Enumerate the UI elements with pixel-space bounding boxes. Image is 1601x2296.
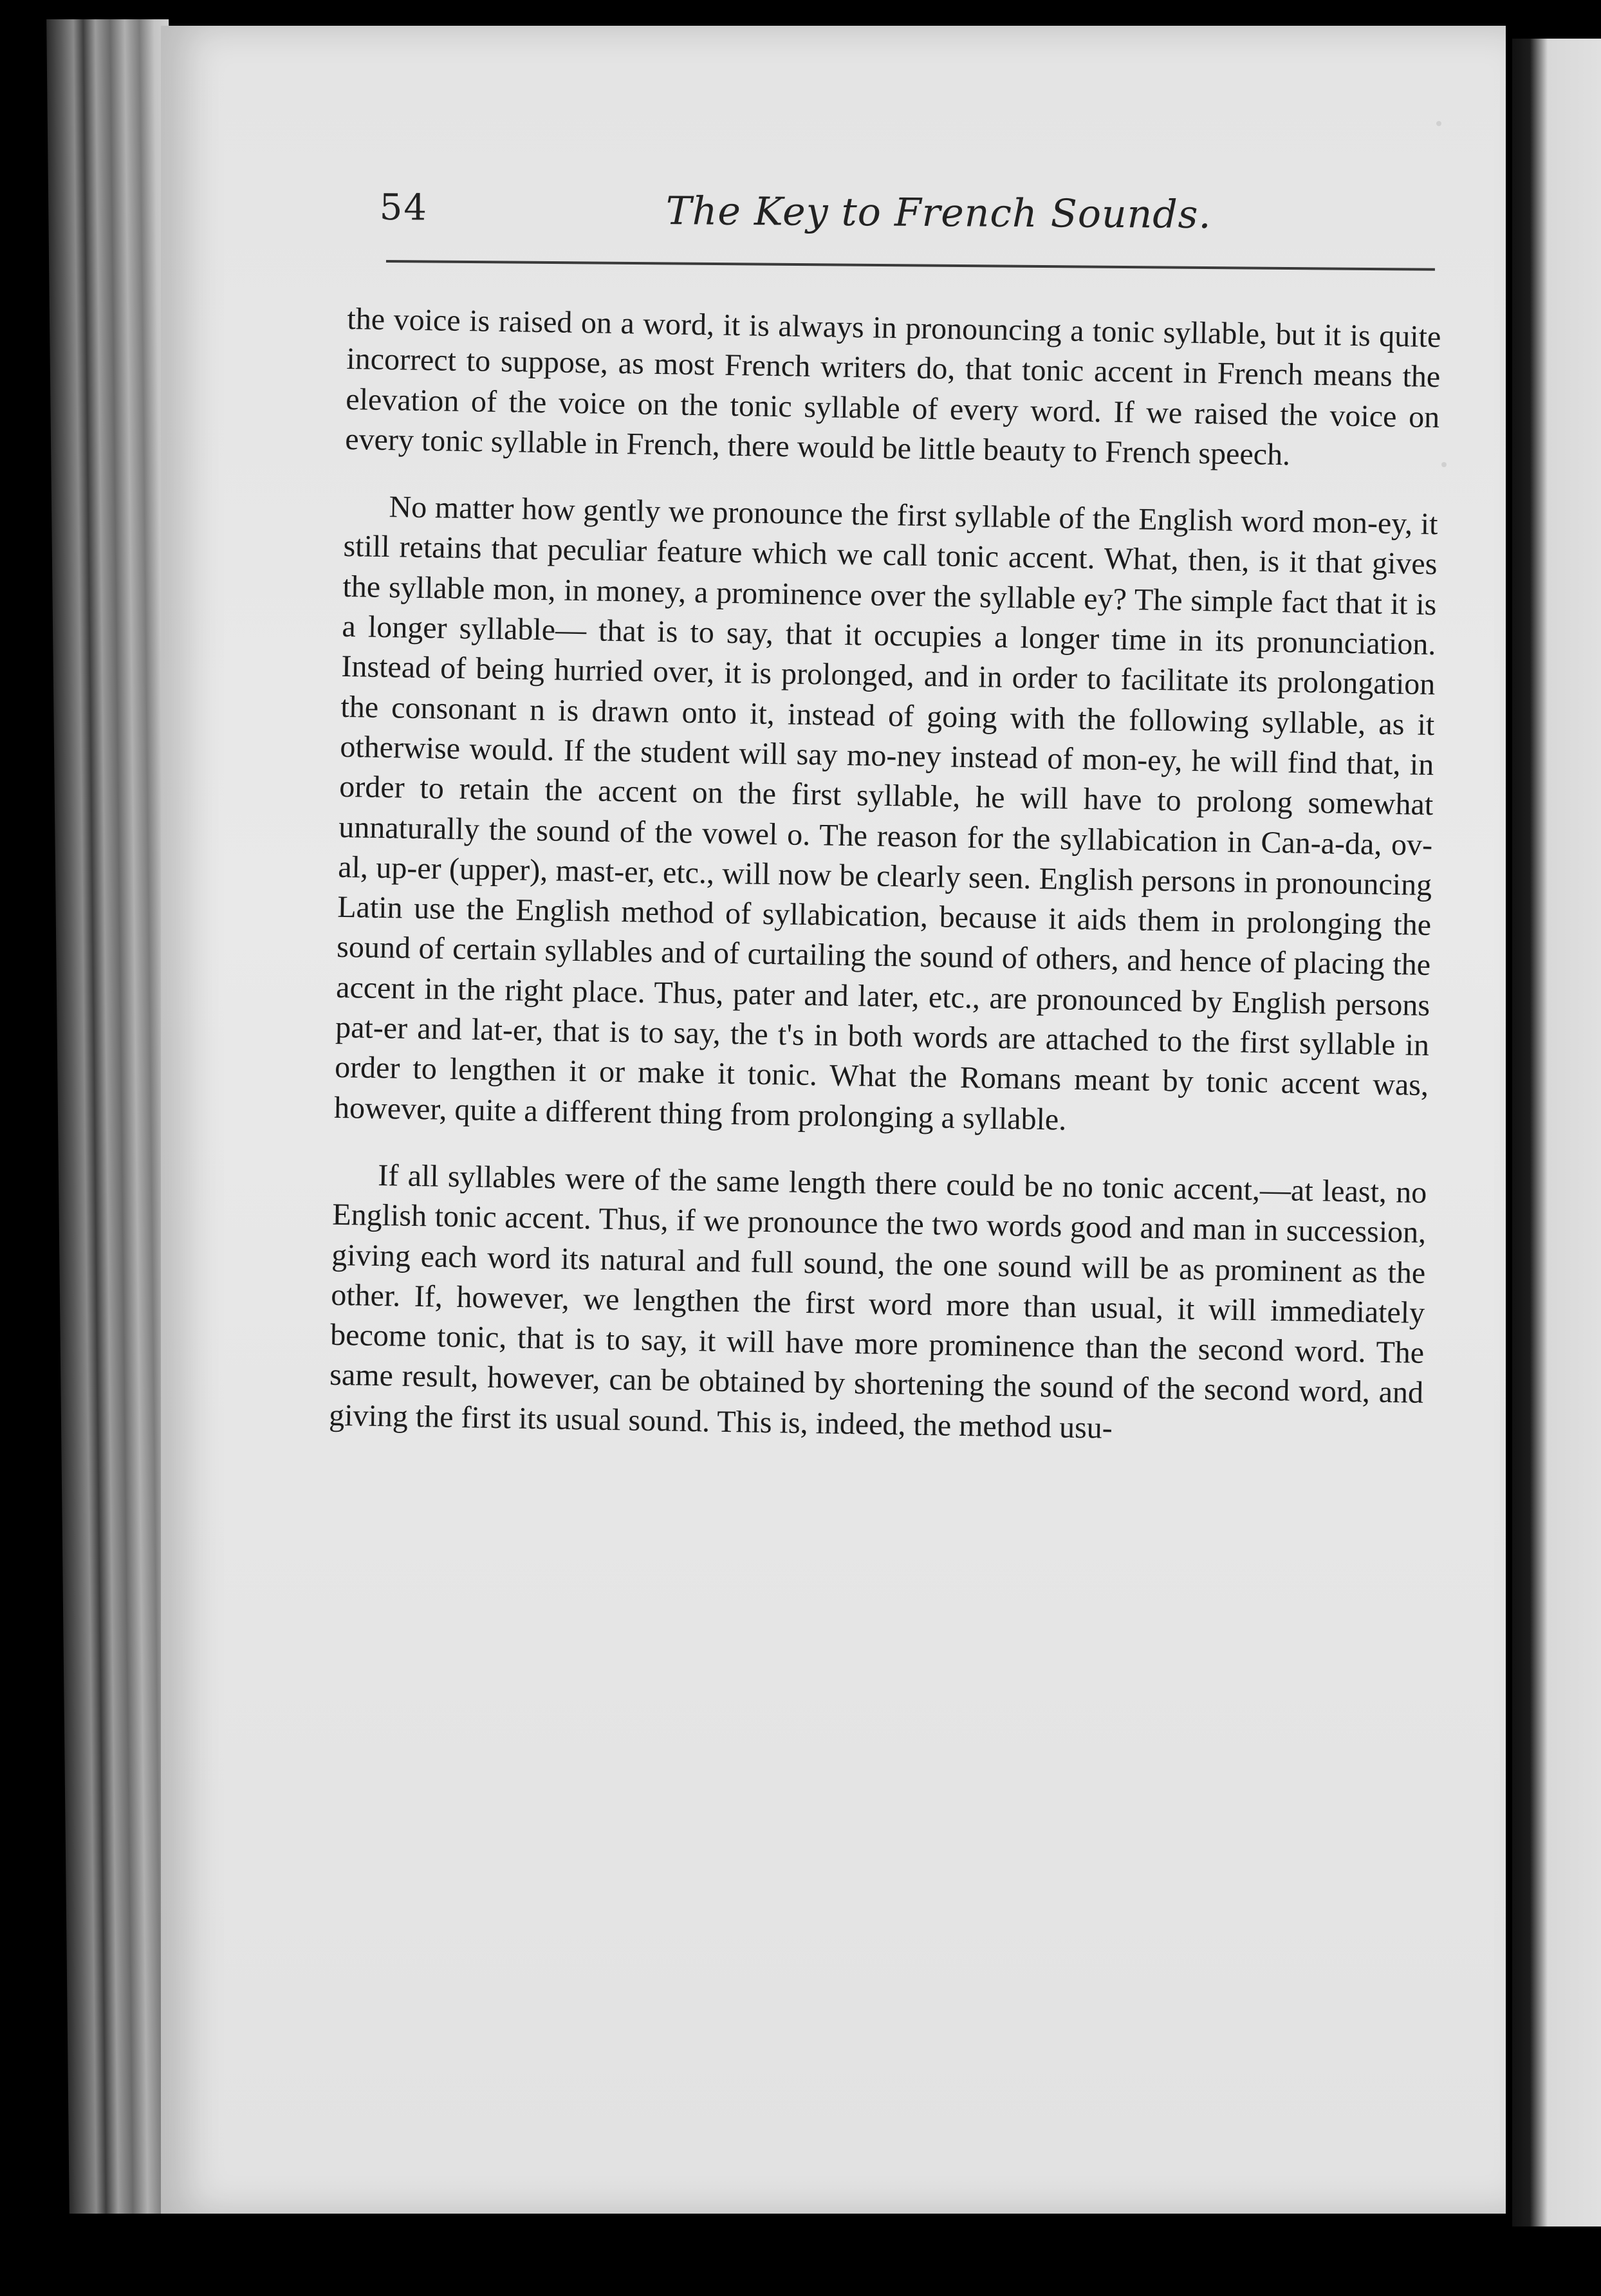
dust-speck: [1436, 121, 1441, 126]
page-header: [379, 187, 1435, 271]
dust-speck: [1441, 462, 1447, 467]
facing-page-edge: [1512, 39, 1601, 2227]
body-text: [329, 299, 1441, 1454]
page-number: 54: [379, 187, 429, 229]
paragraph: No matter how gently we pronounce the first syllable of the English word mon-ey, it still retains that peculiar feature which we call tonic accent. What, then, is it that gives the syllable mon, in money, a prominence over the syllable ey? The simple fact that it is a longer syllable— that is to say, that it occupies a longer time in its pronunciation. Instead of being hurried over, it is prolonged, and in order to facilitate its prolongation the consonant n is drawn onto it, instead of going with the following syllable, as it otherwise would. If the student will say mo-ney instead of mon-ey, he will find that, in order to retain the accent on the first syllable, he will have to prolong somewhat unnaturally the sound of the vowel o. The reason for the syllabication in Can-a-da, ov-al, up-er (upper), mast-er, etc., will now be clearly seen. English persons in pronouncing Latin use the English method of syllabication, because it aids them in prolonging the sound of certain syllables and of curtailing the sound of others, and hence of placing the accent in the right place. Thus, pater and later, etc., are pronounced by English persons pat-er and lat-er, that is to say, the t's in both words are attached to the first syllable in order to lengthen it or make it tonic. What the Romans meant by tonic accent was, however, quite a different thing from prolonging a syllable.: [333, 490, 1438, 1137]
paragraph: If all syllables were of the same length there could be no tonic accent,—at least, no English tonic accent. Thus, if we pronounce the two words good and man in succession, giving each word its natural and full sound, the one sound will be as prominent as the other. If, however, we lengthen the first word more than usual, it will immediately become tonic, that is to say, it will have more prominence than the second word. The same result, however, can be obtained by shortening the sound of the second word, and giving the first its usual sound. This is, indeed, the method usu-: [328, 1158, 1427, 1445]
paragraph: the voice is raised on a word, it is always in pronouncing a tonic syllable, but it is quite incorrect to suppose, as most French writers do, that tonic accent in French means the elevation of the voice on the tonic syllable of every word. If we raised the voice on every tonic syllable in French, there would be little beauty to French speech.: [344, 301, 1441, 472]
running-title: The Key to French Sounds.: [665, 189, 1212, 238]
